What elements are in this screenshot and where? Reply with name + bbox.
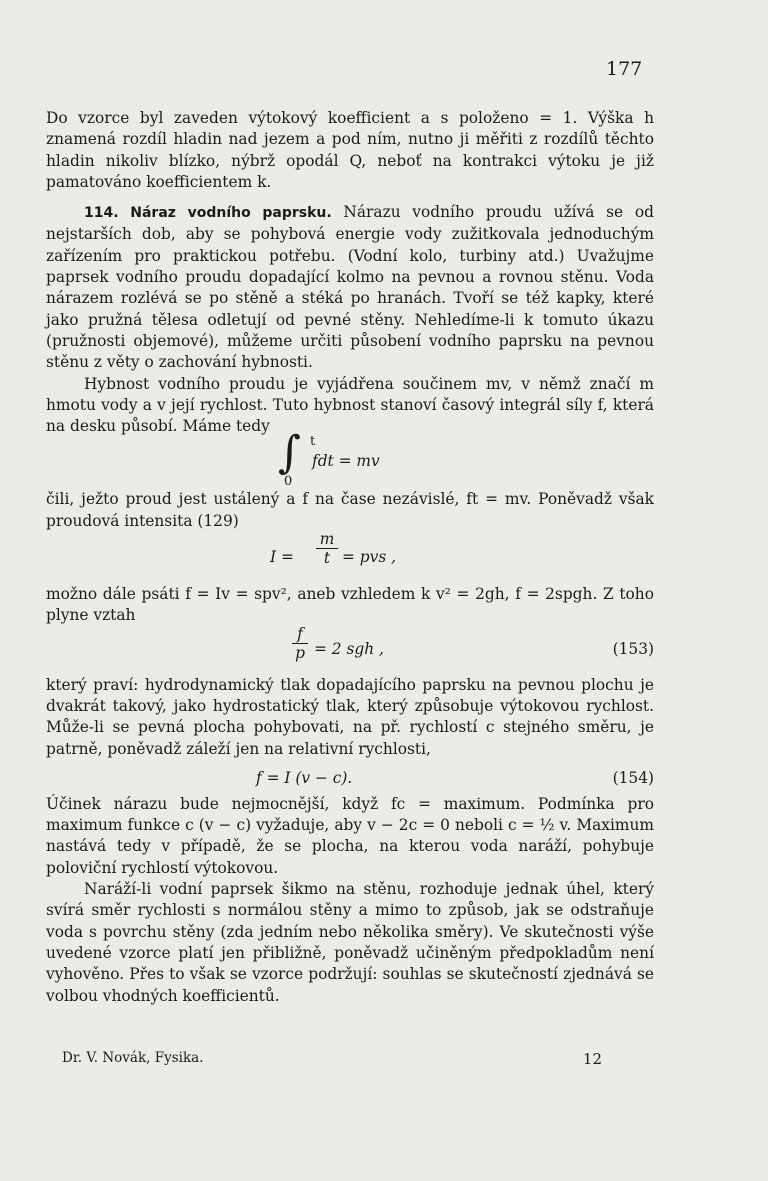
- intensity-fraction: [316, 530, 338, 567]
- equation-154: [46, 760, 654, 794]
- eq153-number: (153): [612, 639, 654, 658]
- eq153-rhs: = 2 sgh ,: [314, 639, 384, 658]
- paragraph-2: Nárazu vodního proudu užívá se od nejstarších dob, aby se pohybová energie vody zužitkovala jednoduchým zařízením pro praktickou potřebu. (Vodní kolo, turbiny atd.) Uvažujme paprsek vodního proudu dopadající kolmo na pevnou a rovnou stěnu. Voda nárazem rozlévá se po stěně a stéká po hranách. Tvoří se též kapky, které jako pružná tělesa odletují od pevné stěny. Nehledíme-li k tomuto úkazu (pružnosti objemové), můžeme určiti působení vodního paprsku na pevnou stěnu z věty o zachování hybnosti.: [46, 203, 654, 372]
- equation-integral: [46, 427, 654, 490]
- paragraph-8: Naráží-li vodní paprsek šikmo na stěnu, rozhoduje jednak úhel, který svírá směr rychlosti s normálou stěny a mimo to způsob, jak se odstraňuje voda s povrchu stěny (zda jedním nebo několika směry). Ve skutečnosti výše uvedené vzorce platí jen přibližně, poněvadž učiněným předpokladům není vyhověno. Přes to však se vzorce podržují: souhlas se skutečností zjednává se volbou vhodných koefficientů.: [46, 880, 654, 1005]
- footer-signature-number: 12: [582, 1050, 602, 1068]
- eq154-text: f = I (v − c).: [256, 768, 353, 787]
- paragraph-3: Hybnost vodního proudu je vyjádřena součinem mv, v němž značí m hmotu vody a v její rychlost. Tuto hybnost stanoví časový integrál síly f, která na desku působí. Máme tedy: [46, 374, 654, 436]
- intensity-rhs: = pvs ,: [342, 548, 397, 567]
- paragraph-4: čili, ježto proud jest ustálený a f na čase nezávislé, ft = mv. Poněvadž však proudová intensita (129): [46, 490, 654, 530]
- section-number: 114.: [84, 205, 119, 222]
- intensity-denominator: t: [323, 549, 331, 568]
- integral-sign: ∫: [278, 427, 301, 479]
- equation-153: [46, 624, 654, 675]
- integral-lower-limit: 0: [284, 474, 293, 490]
- eq153-denominator: p: [295, 643, 305, 662]
- paragraph-7: Účinek nárazu bude nejmocnější, když fc = maximum. Podmínka pro maximum funkce c (v − c) vyžaduje, aby v − 2c = 0 neboli c = ½ v. Maximum nastává tedy v případě, že se plocha, na kterou voda naráží, pohybuje poloviční rychlostí výtokovou.: [46, 794, 654, 877]
- section-title: Náraz vodního paprsku.: [130, 205, 332, 222]
- page-number: 177: [606, 58, 643, 80]
- page-footer: [62, 1050, 602, 1066]
- eq154-number: (154): [612, 768, 654, 787]
- paragraph-6: který praví: hydrodynamický tlak dopadajícího paprsku na pevnou plochu je dvakrát takový, jako hydrostatický tlak, který způsobuje výtokovou rychlost. Může-li se pevná plocha pohybovati, na př. rychlostí c stejného směru, je patrně, poněvadž záleží jen na relativní rychlosti,: [46, 675, 654, 758]
- eq153-numerator: f: [297, 624, 303, 643]
- intensity-lhs: I =: [270, 548, 294, 567]
- integral-upper-limit: t: [310, 434, 316, 450]
- paragraph-1: Do vzorce byl zaveden výtokový koefficient a s položeno = 1. Výška h znamená rozdíl hladin nad jezem a pod ním, nutno ji měřiti z rozdílů těchto hladin nikoliv blízko, nýbrž opodál Q, neboť na kontrakci výtoku je již pamatováno koefficientem k.: [46, 109, 654, 191]
- integral-body: fdt = mv: [312, 452, 380, 471]
- equation-intensity: [46, 532, 654, 584]
- eq153-fraction: [292, 625, 308, 662]
- paragraph-5: možno dále psáti f = Iv = spv², aneb vzhledem k v² = 2gh, f = 2spgh. Z toho plyne vztah: [46, 585, 654, 625]
- footer-author: Dr. V. Novák, Fysika.: [62, 1050, 204, 1066]
- page-body: [46, 108, 654, 1007]
- intensity-numerator: m: [319, 530, 335, 549]
- section-paragraph: [46, 202, 654, 373]
